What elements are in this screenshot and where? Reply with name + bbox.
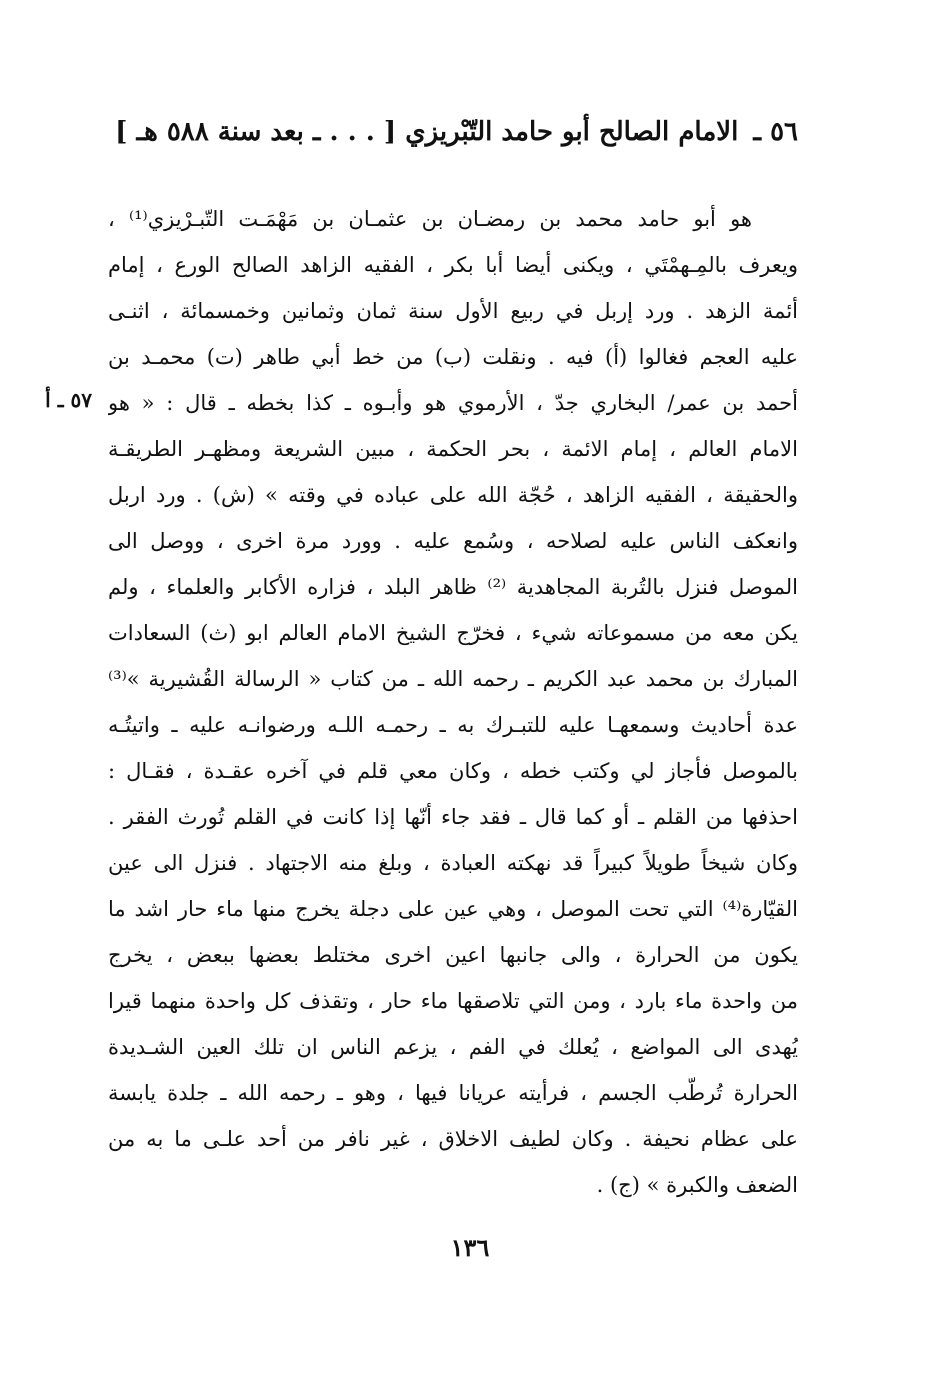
text-line: على عظام نحيفة . وكان لطيف الاخلاق ، غير نافر من أحد علـى ما به من xyxy=(108,1127,798,1151)
text-line: أحمد بن عمر/ البخاري جدّ ، الأرموي هو وأبـوه ـ كذا بخطه ـ قال : « هو xyxy=(108,391,798,415)
text-line: الموصل فنزل بالتُربة المجاهدية ⁽²⁾ ظاهر البلد ، فزاره الأكابر والعلماء ، ولم xyxy=(108,575,798,599)
text-line: ويعرف بالمِـهمْتَي ، ويكنى أيضا أبا بكر ، الفقيه الزاهد الصالح الورع ، إمام xyxy=(108,253,798,277)
manuscript-folio-marker: ٥٧ ـ أ xyxy=(45,388,92,412)
page-number: ١٣٦ xyxy=(450,1233,490,1262)
text-line: عليه العجم فغالوا (أ) فيه . ونقلت (ب) من خط أبي طاهر (ت) محمـد بن xyxy=(108,345,798,369)
entry-heading xyxy=(108,112,798,152)
text-line: المبارك بن محمد عبد الكريم ـ رحمه الله ـ من كتاب « الرسالة القُشيرية »⁽³⁾ xyxy=(108,667,798,691)
text-line: أئمة الزهد . ورد إربل في ربيع الأول سنة ثمان وثمانين وخمسمائة ، اثنـى xyxy=(108,299,798,323)
text-line: الامام العالم ، إمام الائمة ، بحر الحكمة ، مبين الشريعة ومظهـر الطريقـة xyxy=(108,437,798,461)
text-line: يُهدى الى المواضع ، يُعلك في الفم ، يزعم الناس ان تلك العين الشـديدة xyxy=(108,1035,798,1059)
text-line: يكون من الحرارة ، والى جانبها اعين اخرى مختلط بعضها ببعض ، يخرج xyxy=(108,943,798,967)
text-line: عدة أحاديث وسمعهـا عليه للتبـرك به ـ رحمـه اللـه ورضوانـه عليه ـ واتيتُـه xyxy=(108,713,798,737)
text-line: القيّارة⁽⁴⁾ التي تحت الموصل ، وهي عين على دجلة يخرج منها ماء حار اشد ما xyxy=(108,897,798,921)
text-line: احذفها من القلم ـ أو كما قال ـ فقد جاء أنّها إذا كانت في القلم تُورث الفقر . xyxy=(108,805,798,829)
biography-text xyxy=(108,196,798,1208)
text-line: والحقيقة ، الفقيه الزاهد ، حُجّة الله على عباده في وقته » (ش) . ورد اربل xyxy=(108,483,798,507)
text-line: يكن معه من مسموعاته شيء ، فخرّج الشيخ الامام العالم ابو (ث) السعادات xyxy=(108,621,798,645)
entry-number: ٥٦ ـ xyxy=(753,117,798,147)
text-line: الضعف والكبرة » (ج) . xyxy=(596,1173,798,1197)
text-line: من واحدة ماء بارد ، ومن التي تلاصقها ماء حار ، وتقذف كل واحدة منهما قيرا xyxy=(108,989,798,1013)
text-line: بالموصل فأجاز لي وكتب خطه ، وكان معي قلم في آخره عقـدة ، فقـال : xyxy=(108,759,798,783)
entry-title: الامام الصالح أبو حامد التّبْريزي [ . . . ـ بعد سنة ٥٨٨ هـ ] xyxy=(115,117,739,147)
text-line: هو أبو حامد محمد بن رمضـان بن عثمـان بن مَهْمَـت التّبـرْيزي⁽¹⁾ ، xyxy=(108,207,752,231)
text-line: وكان شيخاً طويلاً كبيراً قد نهكته العبادة ، وبلغ منه الاجتهاد . فنزل الى عين xyxy=(108,851,798,875)
text-line: الحرارة تُرطّب الجسم ، فرأيته عريانا فيها ، وهو ـ رحمه الله ـ جلدة يابسة xyxy=(108,1081,798,1105)
text-line: وانعكف الناس عليه لصلاحه ، وسُمع عليه . وورد مرة اخرى ، ووصل الى xyxy=(108,529,798,553)
